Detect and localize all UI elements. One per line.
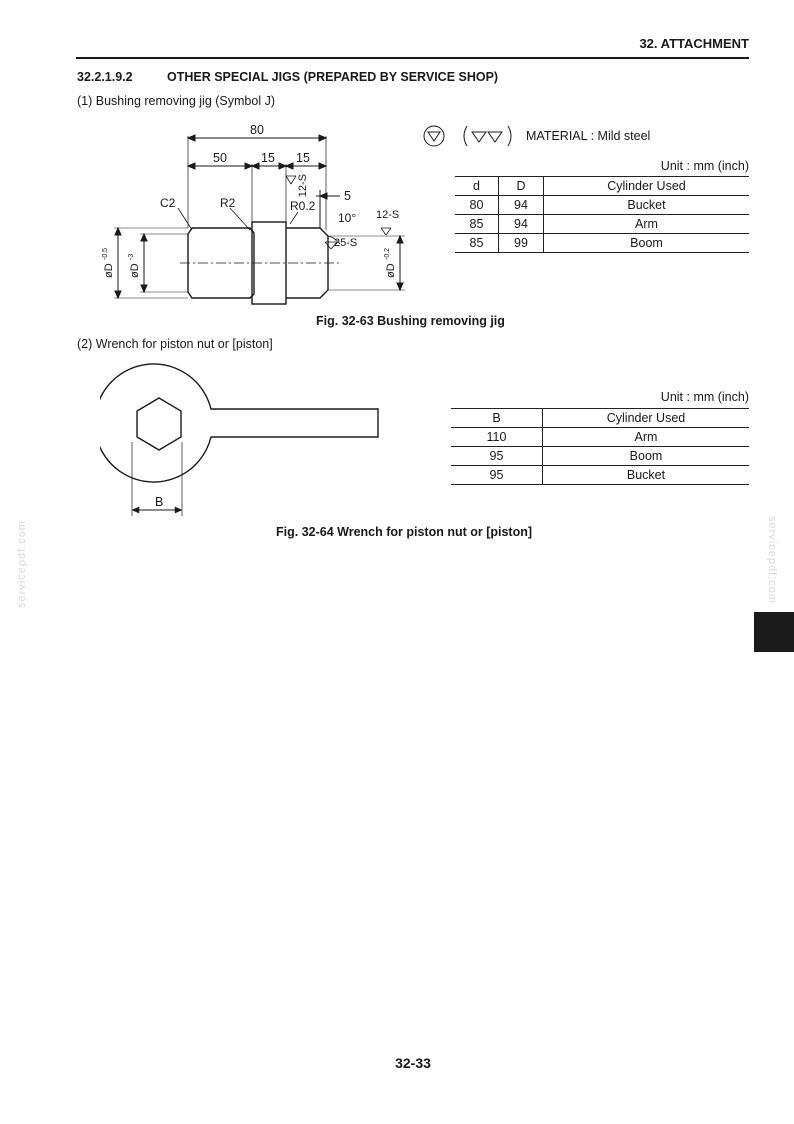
cell-cylinder: Bucket <box>543 466 750 485</box>
tol-2-label: -3 <box>128 253 135 260</box>
hex-icon <box>137 398 181 450</box>
cell-B: 110 <box>451 428 543 447</box>
col-header-cylinder: Cylinder Used <box>543 409 750 428</box>
table-row <box>455 215 749 234</box>
page-number: 32-33 <box>395 1055 431 1071</box>
dia-labels <box>102 248 397 278</box>
col-header-cylinder: Cylinder Used <box>544 177 750 196</box>
dim-b-label: B <box>155 495 164 509</box>
col-header-d: d <box>455 177 499 196</box>
finish-12s-top-label: 12-S <box>297 174 309 198</box>
cell-d: 85 <box>455 234 499 253</box>
table-row <box>455 234 749 253</box>
radius-r02-label: R0.2 <box>290 199 316 213</box>
watermark-left: servicepdf.com <box>16 520 28 608</box>
header-section-title: 32. ATTACHMENT <box>639 36 749 51</box>
item-1-unit: Unit : mm (inch) <box>660 159 749 173</box>
figure-caption-64: Fig. 32-64 Wrench for piston nut or [piston] <box>276 525 533 539</box>
tol-1-label: -0.5 <box>102 247 109 260</box>
cell-cylinder: Arm <box>543 428 750 447</box>
wrench-spec-table <box>451 408 749 485</box>
cell-B: 95 <box>451 447 543 466</box>
col-header-B: B <box>451 409 543 428</box>
watermark-right: servicepdf.com <box>766 516 778 604</box>
table-row <box>455 196 749 215</box>
table-header-row <box>451 409 749 428</box>
item-2-unit: Unit : mm (inch) <box>660 390 749 404</box>
dim-50-label: 50 <box>213 151 227 165</box>
dia-1-label: øD <box>103 263 115 278</box>
cell-d: 80 <box>455 196 499 215</box>
cell-D: 94 <box>499 215 544 234</box>
cell-cylinder: Bucket <box>544 196 750 215</box>
dia-3-label: øD <box>385 263 397 278</box>
table-row <box>451 428 749 447</box>
finish-circle-icon <box>424 126 444 146</box>
cell-D: 94 <box>499 196 544 215</box>
item-2-label: (2) Wrench for piston nut or [piston] <box>77 337 273 351</box>
dia-2-label: øD <box>129 263 141 278</box>
cell-cylinder: Arm <box>544 215 750 234</box>
section-side-tab <box>754 612 794 652</box>
item-1-label: (1) Bushing removing jig (Symbol J) <box>77 94 275 108</box>
dim-5-label: 5 <box>344 189 351 203</box>
tol-3-label: -0.2 <box>384 247 391 260</box>
bushing-jig-drawing <box>100 118 420 310</box>
cell-cylinder: Boom <box>543 447 750 466</box>
finish-12s-right-label: 12-S <box>376 209 400 221</box>
radius-r2-label: R2 <box>220 196 236 210</box>
dim-15b-label: 15 <box>296 151 310 165</box>
section-number: 32.2.1.9.2 <box>77 70 133 84</box>
table-row <box>451 466 749 485</box>
material-label: MATERIAL : Mild steel <box>526 129 651 143</box>
table-header-row <box>455 177 749 196</box>
section-title: OTHER SPECIAL JIGS (PREPARED BY SERVICE SHOP) <box>167 70 499 84</box>
col-header-D: D <box>499 177 544 196</box>
wrench-drawing <box>100 362 390 522</box>
cell-d: 85 <box>455 215 499 234</box>
bushing-spec-table <box>455 176 749 253</box>
table-row <box>451 447 749 466</box>
dim-80-label: 80 <box>250 123 264 137</box>
angle-label: 10° <box>338 211 357 225</box>
cell-B: 95 <box>451 466 543 485</box>
dim-15a-label: 15 <box>261 151 275 165</box>
surface-finish-symbols <box>420 122 520 152</box>
figure-caption-63: Fig. 32-63 Bushing removing jig <box>316 314 505 328</box>
finish-25s-label: 25-S <box>334 237 358 249</box>
cell-cylinder: Boom <box>544 234 750 253</box>
chamfer-c2-label: C2 <box>160 196 176 210</box>
cell-D: 99 <box>499 234 544 253</box>
header-rule <box>76 57 749 59</box>
